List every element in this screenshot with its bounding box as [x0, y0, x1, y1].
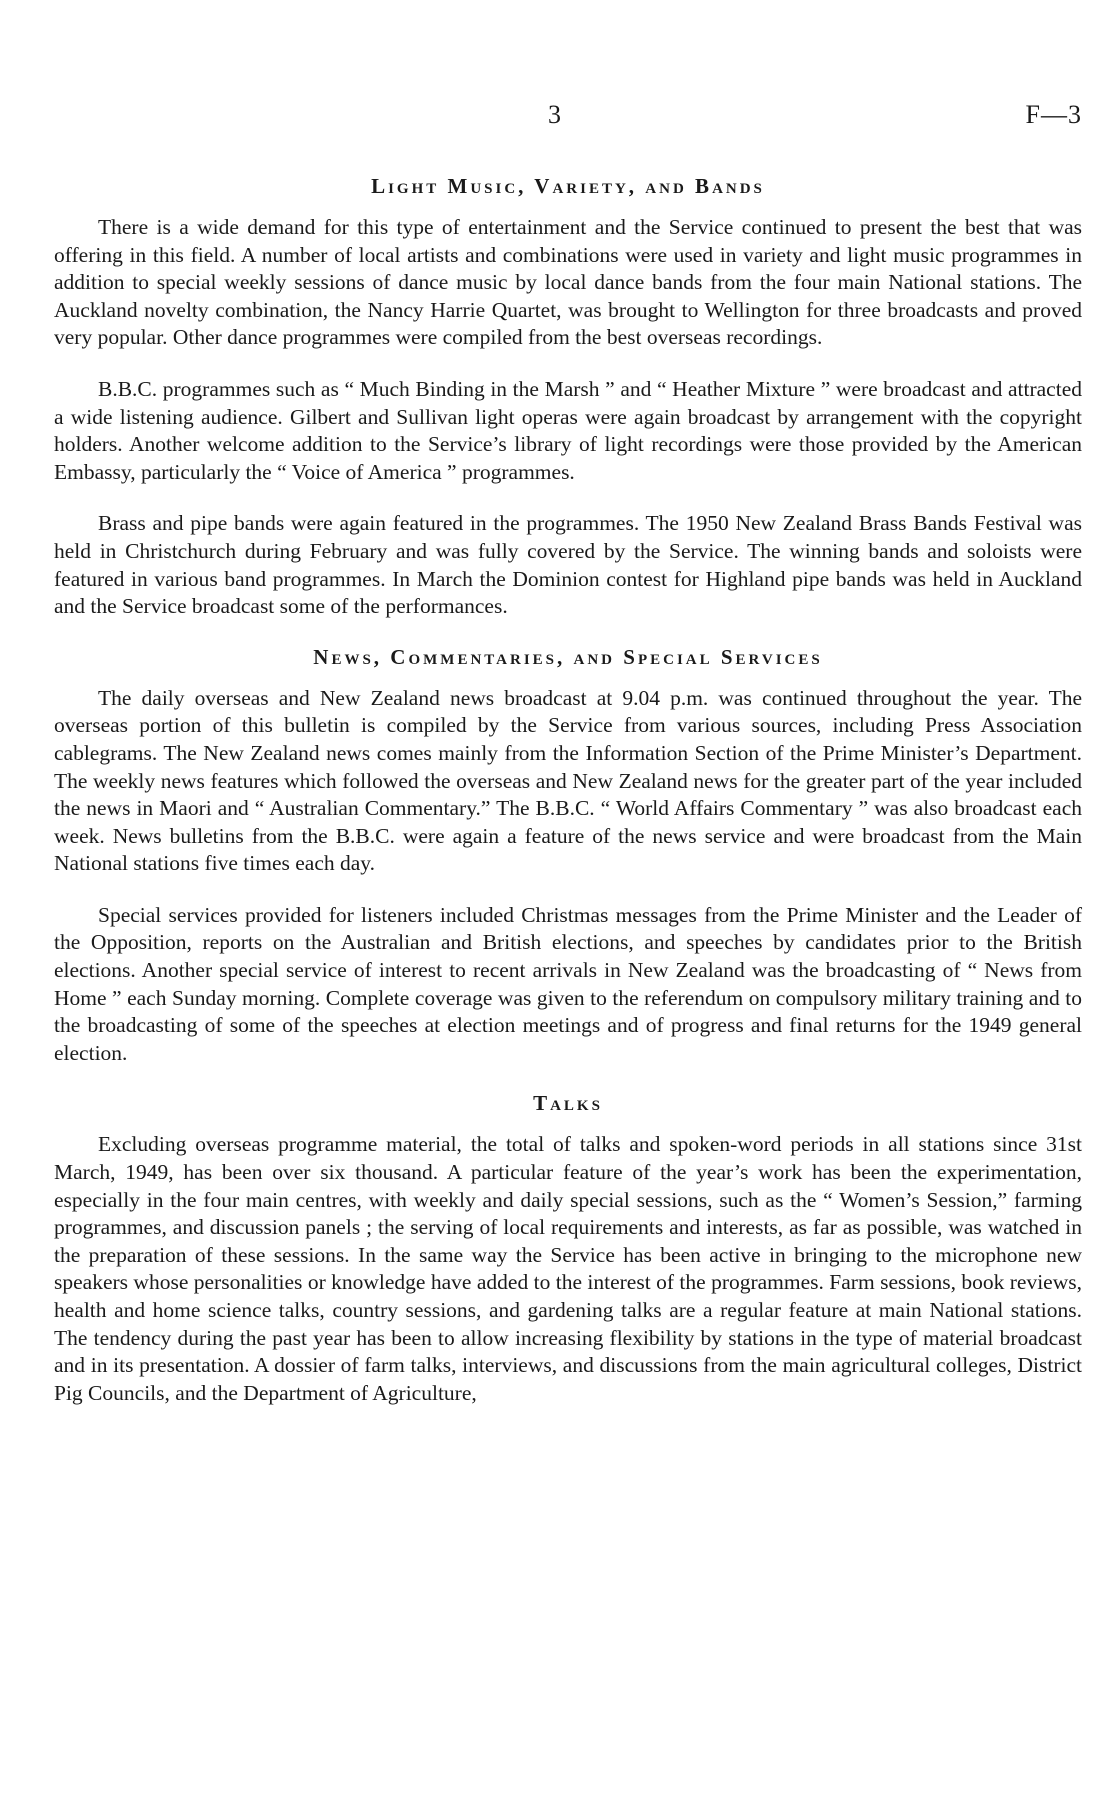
document-reference: F—3 [1025, 100, 1082, 129]
section-heading-light-music: Light Music, Variety, and Bands [371, 174, 765, 198]
paragraph-news-2: Special services provided for listeners included Christmas messages from the Prime Minister and the Leader of the Opposition, reports on the Australian and British elections, and speeches by candidates prior to the British elections. Another special service of interest to recent arrivals in New Zealand was the broadcasting of “ News from Home ” each Sunday morning. Complete coverage was given to the referendum on compulsory military training and to the broadcasting of some of the speeches at election meetings and of progress and final returns for the 1949 general election. [54, 902, 1082, 1065]
page-body [54, 172, 1082, 1407]
section-heading-talks: Talks [533, 1091, 603, 1116]
page-header [0, 100, 1114, 140]
paragraph-light-music-1: There is a wide demand for this type of entertainment and the Service continued to present the best that was offering in this field. A number of local artists and combinations were used in variety and light music programmes in addition to special weekly sessions of dance music by local dance bands from the four main National stations. The Auckland novelty combination, the Nancy Harrie Quartet, was brought to Wellington for three broadcasts and proved very popular. Other dance programmes were compiled from the best overseas recordings. [54, 215, 1082, 350]
page-number: 3 [548, 100, 561, 129]
paragraph-light-music-2: B.B.C. programmes such as “ Much Binding in the Marsh ” and “ Heather Mixture ” were broadcast and attracted a wide listening audience. Gilbert and Sullivan light operas were again broadcast by arrangement with the copyright holders. Another welcome addition to the Service’s library of light recordings were those provided by the American Embassy, particularly the “ Voice of America ” programmes. [54, 376, 1082, 484]
paragraph-news-1: The daily overseas and New Zealand news broadcast at 9.04 p.m. was continued throughout the year. The overseas portion of this bulletin is compiled by the Service from various sources, including Press Association cablegrams. The New Zealand news comes mainly from the Information Section of the Prime Minister’s Department. The weekly news features which followed the overseas and New Zealand news for the greater part of the year included the news in Maori and “ Australian Commentary.” The B.B.C. “ World Affairs Commentary ” was also broadcast each week. News bulletins from the B.B.C. were again a feature of the news service and were broadcast from the Main National stations five times each day. [54, 685, 1082, 876]
section-heading-news: News, Commentaries, and Special Services [313, 644, 823, 669]
paragraph-light-music-3: Brass and pipe bands were again featured in the programmes. The 1950 New Zealand Brass Bands Festival was held in Christchurch during February and was fully covered by the Service. The winning bands and soloists were featured in various band programmes. In March the Dominion contest for Highland pipe bands was held in Auckland and the Service broadcast some of the performances. [54, 511, 1082, 619]
paragraph-talks-1: Excluding overseas programme material, the total of talks and spoken-word periods in all stations since 31st March, 1949, has been over six thousand. A particular feature of the year’s work has been the experimentation, especially in the four main centres, with weekly and daily special sessions, such as the “ Women’s Session,” farming programmes, and discussion panels ; the serving of local requirements and interests, as far as possible, was watched in the preparation of these sessions. In the same way the Service has been active in bringing to the microphone new speakers whose personalities or knowledge have added to the interest of the programmes. Farm sessions, book reviews, health and home science talks, country sessions, and gardening talks are a regular feature at main National stations. The tendency during the past year has been to allow increasing flexibility by stations in the type of material broadcast and in its presentation. A dossier of farm talks, interviews, and discussions from the main agricultural colleges, District Pig Councils, and the Department of Agriculture, [54, 1132, 1082, 1405]
